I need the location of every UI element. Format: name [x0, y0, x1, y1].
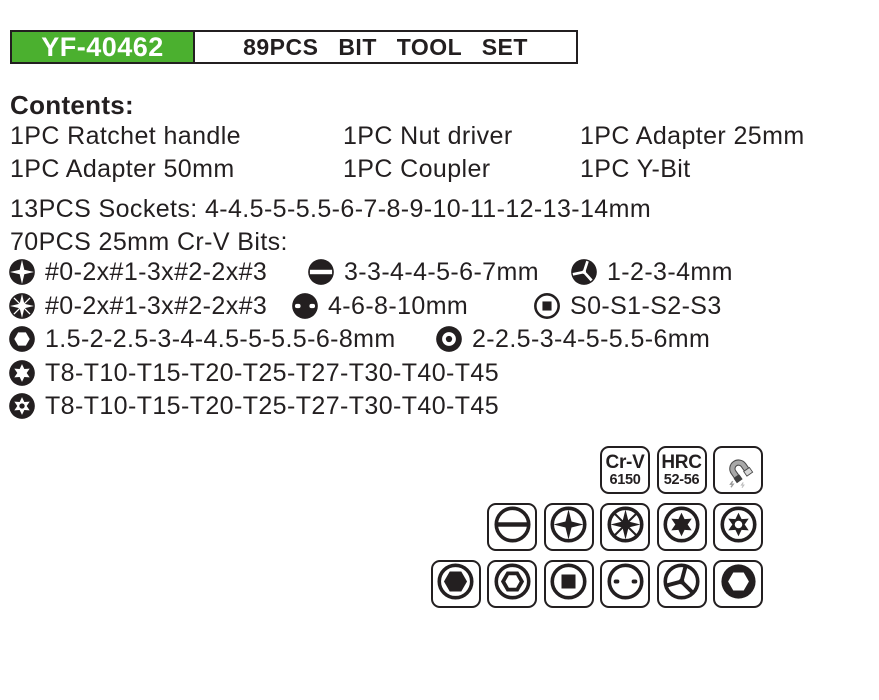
bit-type-hex	[431, 560, 481, 608]
torx-icon	[8, 359, 36, 387]
badge-sublabel: 52-56	[663, 471, 700, 488]
bit-sizes: 4-6-8-10mm	[328, 291, 469, 320]
bit-spec	[307, 257, 539, 287]
nut-driver-icon	[718, 561, 759, 607]
content-item: 1PC Coupler	[343, 155, 491, 183]
bit-spec	[435, 324, 710, 354]
phillips-icon	[8, 258, 36, 286]
bit-sizes: S0-S1-S2-S3	[570, 291, 722, 320]
slotted-icon	[492, 504, 533, 550]
tri-wing-icon	[570, 258, 598, 286]
bit-type-torx	[657, 503, 707, 551]
bit-type-torx-security	[713, 503, 763, 551]
bit-spec	[8, 358, 499, 388]
bit-type-slotted	[487, 503, 537, 551]
hex-pin-icon	[435, 325, 463, 353]
tri-wing-icon	[661, 561, 702, 607]
torx-security-icon	[8, 392, 36, 420]
square-icon	[548, 561, 589, 607]
bit-sizes: 3-3-4-4-5-6-7mm	[344, 257, 539, 286]
badge-label: Cr-V	[605, 451, 645, 473]
hex-security-icon	[492, 561, 533, 607]
sockets-line: 13PCS Sockets: 4-4.5-5-5.5-6-7-8-9-10-11-12-13-14mm	[10, 195, 652, 223]
bit-sizes: 2-2.5-3-4-5-5.5-6mm	[472, 324, 711, 353]
pozi-icon	[8, 292, 36, 320]
content-item: 1PC Y-Bit	[580, 155, 691, 183]
phillips-icon	[548, 504, 589, 550]
bit-spec	[8, 257, 267, 287]
bit-type-nut-driver	[713, 560, 763, 608]
bit-spec	[570, 257, 733, 287]
header	[10, 30, 578, 64]
crv-badge	[600, 446, 650, 494]
magnet-icon	[717, 447, 759, 494]
bit-type-square	[544, 560, 594, 608]
bit-spec	[533, 291, 722, 321]
magnet-badge	[713, 446, 763, 494]
bit-sizes: #0-2x#1-3x#2-2x#3	[45, 257, 268, 286]
bit-spec	[8, 391, 499, 421]
bit-type-spanner	[600, 560, 650, 608]
bit-sizes: 1-2-3-4mm	[607, 257, 733, 286]
bit-type-pozi	[600, 503, 650, 551]
bit-type-tri-wing	[657, 560, 707, 608]
bit-sizes: T8-T10-T15-T20-T25-T27-T30-T40-T45	[45, 358, 500, 387]
contents-heading: Contents:	[10, 90, 135, 120]
bit-type-phillips	[544, 503, 594, 551]
hrc-badge	[657, 446, 707, 494]
bit-spec	[8, 324, 396, 354]
spanner-icon	[291, 292, 319, 320]
pozi-icon	[605, 504, 646, 550]
spanner-icon	[605, 561, 646, 607]
square-icon	[533, 292, 561, 320]
torx-icon	[661, 504, 702, 550]
model-badge: YF-40462	[12, 32, 195, 62]
bit-type-hex-security	[487, 560, 537, 608]
hex-icon	[8, 325, 36, 353]
bit-sizes: 1.5-2-2.5-3-4-4.5-5-5.5-6-8mm	[45, 324, 396, 353]
product-title: 89PCS BIT TOOL SET	[243, 33, 528, 60]
badge-label: HRC	[661, 451, 702, 473]
bit-spec	[291, 291, 468, 321]
hex-icon	[435, 561, 476, 607]
content-item: 1PC Adapter 50mm	[10, 155, 235, 183]
content-item: 1PC Ratchet handle	[10, 122, 241, 150]
content-item: 1PC Adapter 25mm	[580, 122, 805, 150]
torx-security-icon	[718, 504, 759, 550]
content-item: 1PC Nut driver	[343, 122, 513, 150]
bit-sizes: #0-2x#1-3x#2-2x#3	[45, 291, 268, 320]
bit-spec	[8, 291, 267, 321]
bit-sizes: T8-T10-T15-T20-T25-T27-T30-T40-T45	[45, 391, 500, 420]
badge-sublabel: 6150	[609, 471, 641, 488]
bits-heading: 70PCS 25mm Cr-V Bits:	[10, 228, 288, 256]
slotted-icon	[307, 258, 335, 286]
